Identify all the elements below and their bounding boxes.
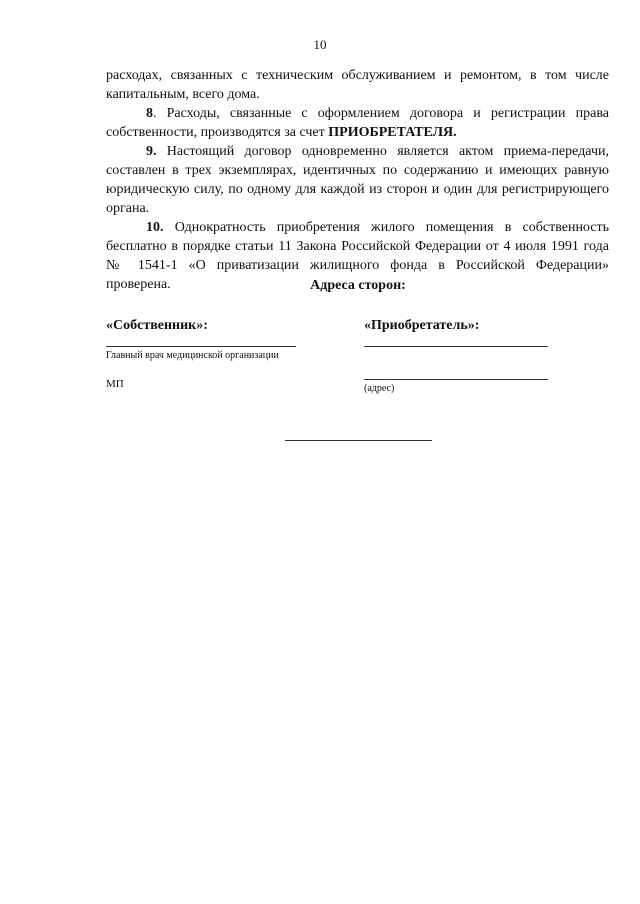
acquirer-address-line xyxy=(364,379,548,380)
paragraph-8-bold: ПРИОБРЕТАТЕЛЯ. xyxy=(328,125,457,140)
paragraph-10-number: 10. xyxy=(146,220,164,235)
address-caption: (адрес) xyxy=(364,383,395,394)
paragraph-8 xyxy=(106,104,609,142)
addresses-heading: Адреса сторон: xyxy=(310,278,406,293)
paragraph-10-text: Однократность приобретения жилого помещения в собственность бесплатно в порядке статьи 11 Закона Российской Федерации от 4 июля 1991 года № 1541-1 «О приватизации жилищного фонда в Российской Федерации» проверена. xyxy=(106,220,609,292)
paragraph-9-number: 9. xyxy=(146,144,157,159)
owner-signature-line xyxy=(106,346,296,347)
acquirer-signature-line xyxy=(364,346,548,347)
owner-signature-caption: Главный врач медицинской организации xyxy=(106,350,279,361)
closing-divider xyxy=(285,440,432,441)
acquirer-title: «Приобретатель»: xyxy=(364,318,480,333)
paragraph-9 xyxy=(106,142,609,218)
paragraph-continuation: расходах, связанных с техническим обслуживанием и ремонтом, в том числе капитальным, всего дома. xyxy=(106,68,609,102)
contract-body xyxy=(106,66,609,294)
paragraph-9-text: Настоящий договор одновременно является актом приема-передачи, составлен в трех экземплярах, идентичных по содержанию и имеющих равную юридическую силу, по одному для каждой из сторон и один для регистрирующего органа. xyxy=(106,144,609,216)
owner-title: «Собственник»: xyxy=(106,318,208,333)
page-number: 10 xyxy=(313,37,327,52)
paragraph-8-text: . Расходы, связанные с оформлением договора и регистрации права собственности, производятся за счет xyxy=(106,106,609,140)
paragraph-8-number: 8 xyxy=(146,106,153,121)
stamp-label: МП xyxy=(106,378,124,390)
